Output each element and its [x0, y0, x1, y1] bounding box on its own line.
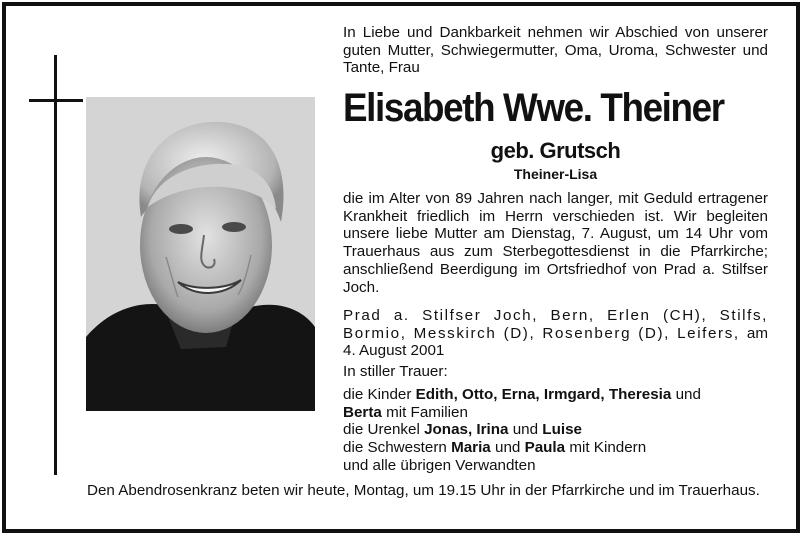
family-sisters-line: die Schwestern Maria und Paula mit Kindern: [343, 439, 647, 457]
great-grandchild-last-name: Luise: [542, 421, 582, 439]
nickname: Theiner-Lisa: [513, 166, 598, 182]
children-names: Edith, Otto, Erna, Irmgard, Theresia: [415, 386, 672, 403]
intro-text: In Liebe und Dankbarkeit nehmen wir Abschied von unserer guten Mutter, Schwiegermutter, Oma, Uroma, Schwester und Tante, Frau: [343, 24, 768, 77]
child-last-name: Berta: [343, 403, 382, 421]
family-children-line-2: Berta mit Familien: [343, 403, 468, 421]
cross-icon: [54, 55, 57, 475]
family-list: [343, 386, 768, 475]
family-children-line: die Kinder Edith, Otto, Erna, Irmgard, Theresia und: [343, 386, 701, 403]
family-relatives-line: und alle übrigen Verwandten: [343, 456, 536, 474]
family-great-grandchildren-line: die Urenkel Jonas, Irina und Luise: [343, 421, 582, 439]
places-and-date: [343, 307, 768, 360]
deceased-name: Elisabeth Wwe. Theiner: [343, 86, 724, 130]
portrait-photo: [86, 97, 315, 411]
mourning-heading: In stiller Trauer:: [343, 363, 448, 380]
notice-date: am 4. August 2001: [343, 324, 768, 360]
sister-first-name: Maria: [451, 439, 491, 457]
cross-icon-bar: [29, 99, 83, 102]
maiden-name: geb. Grutsch: [490, 138, 621, 163]
places-list: Prad a. Stilfser Joch, Bern, Erlen (CH), Stilfs, Bormio, Messkirch (D), Rosenberg (D), Leifers,: [343, 307, 768, 342]
obituary-body: die im Alter von 89 Jahren nach langer, mit Geduld ertragener Krankheit friedlich im Herrn verschieden ist. Wir begleiten unsere liebe Mutter am Dienstag, 7. August, um 14 Uhr vom Trauerhaus aus zum Sterbegottesdienst in die Pfarrkirche; anschließend Beerdigung im Ortsfriedhof von Prad a. Stilfser Joch.: [343, 190, 768, 296]
sister-last-name: Paula: [524, 439, 566, 457]
rosary-notice: Den Abendrosenkranz beten wir heute, Montag, um 19.15 Uhr in der Pfarrkirche und im Trauerhaus.: [87, 482, 760, 499]
portrait-illustration: [86, 97, 315, 411]
great-grandchildren-names: Jonas, Irina: [424, 421, 509, 439]
